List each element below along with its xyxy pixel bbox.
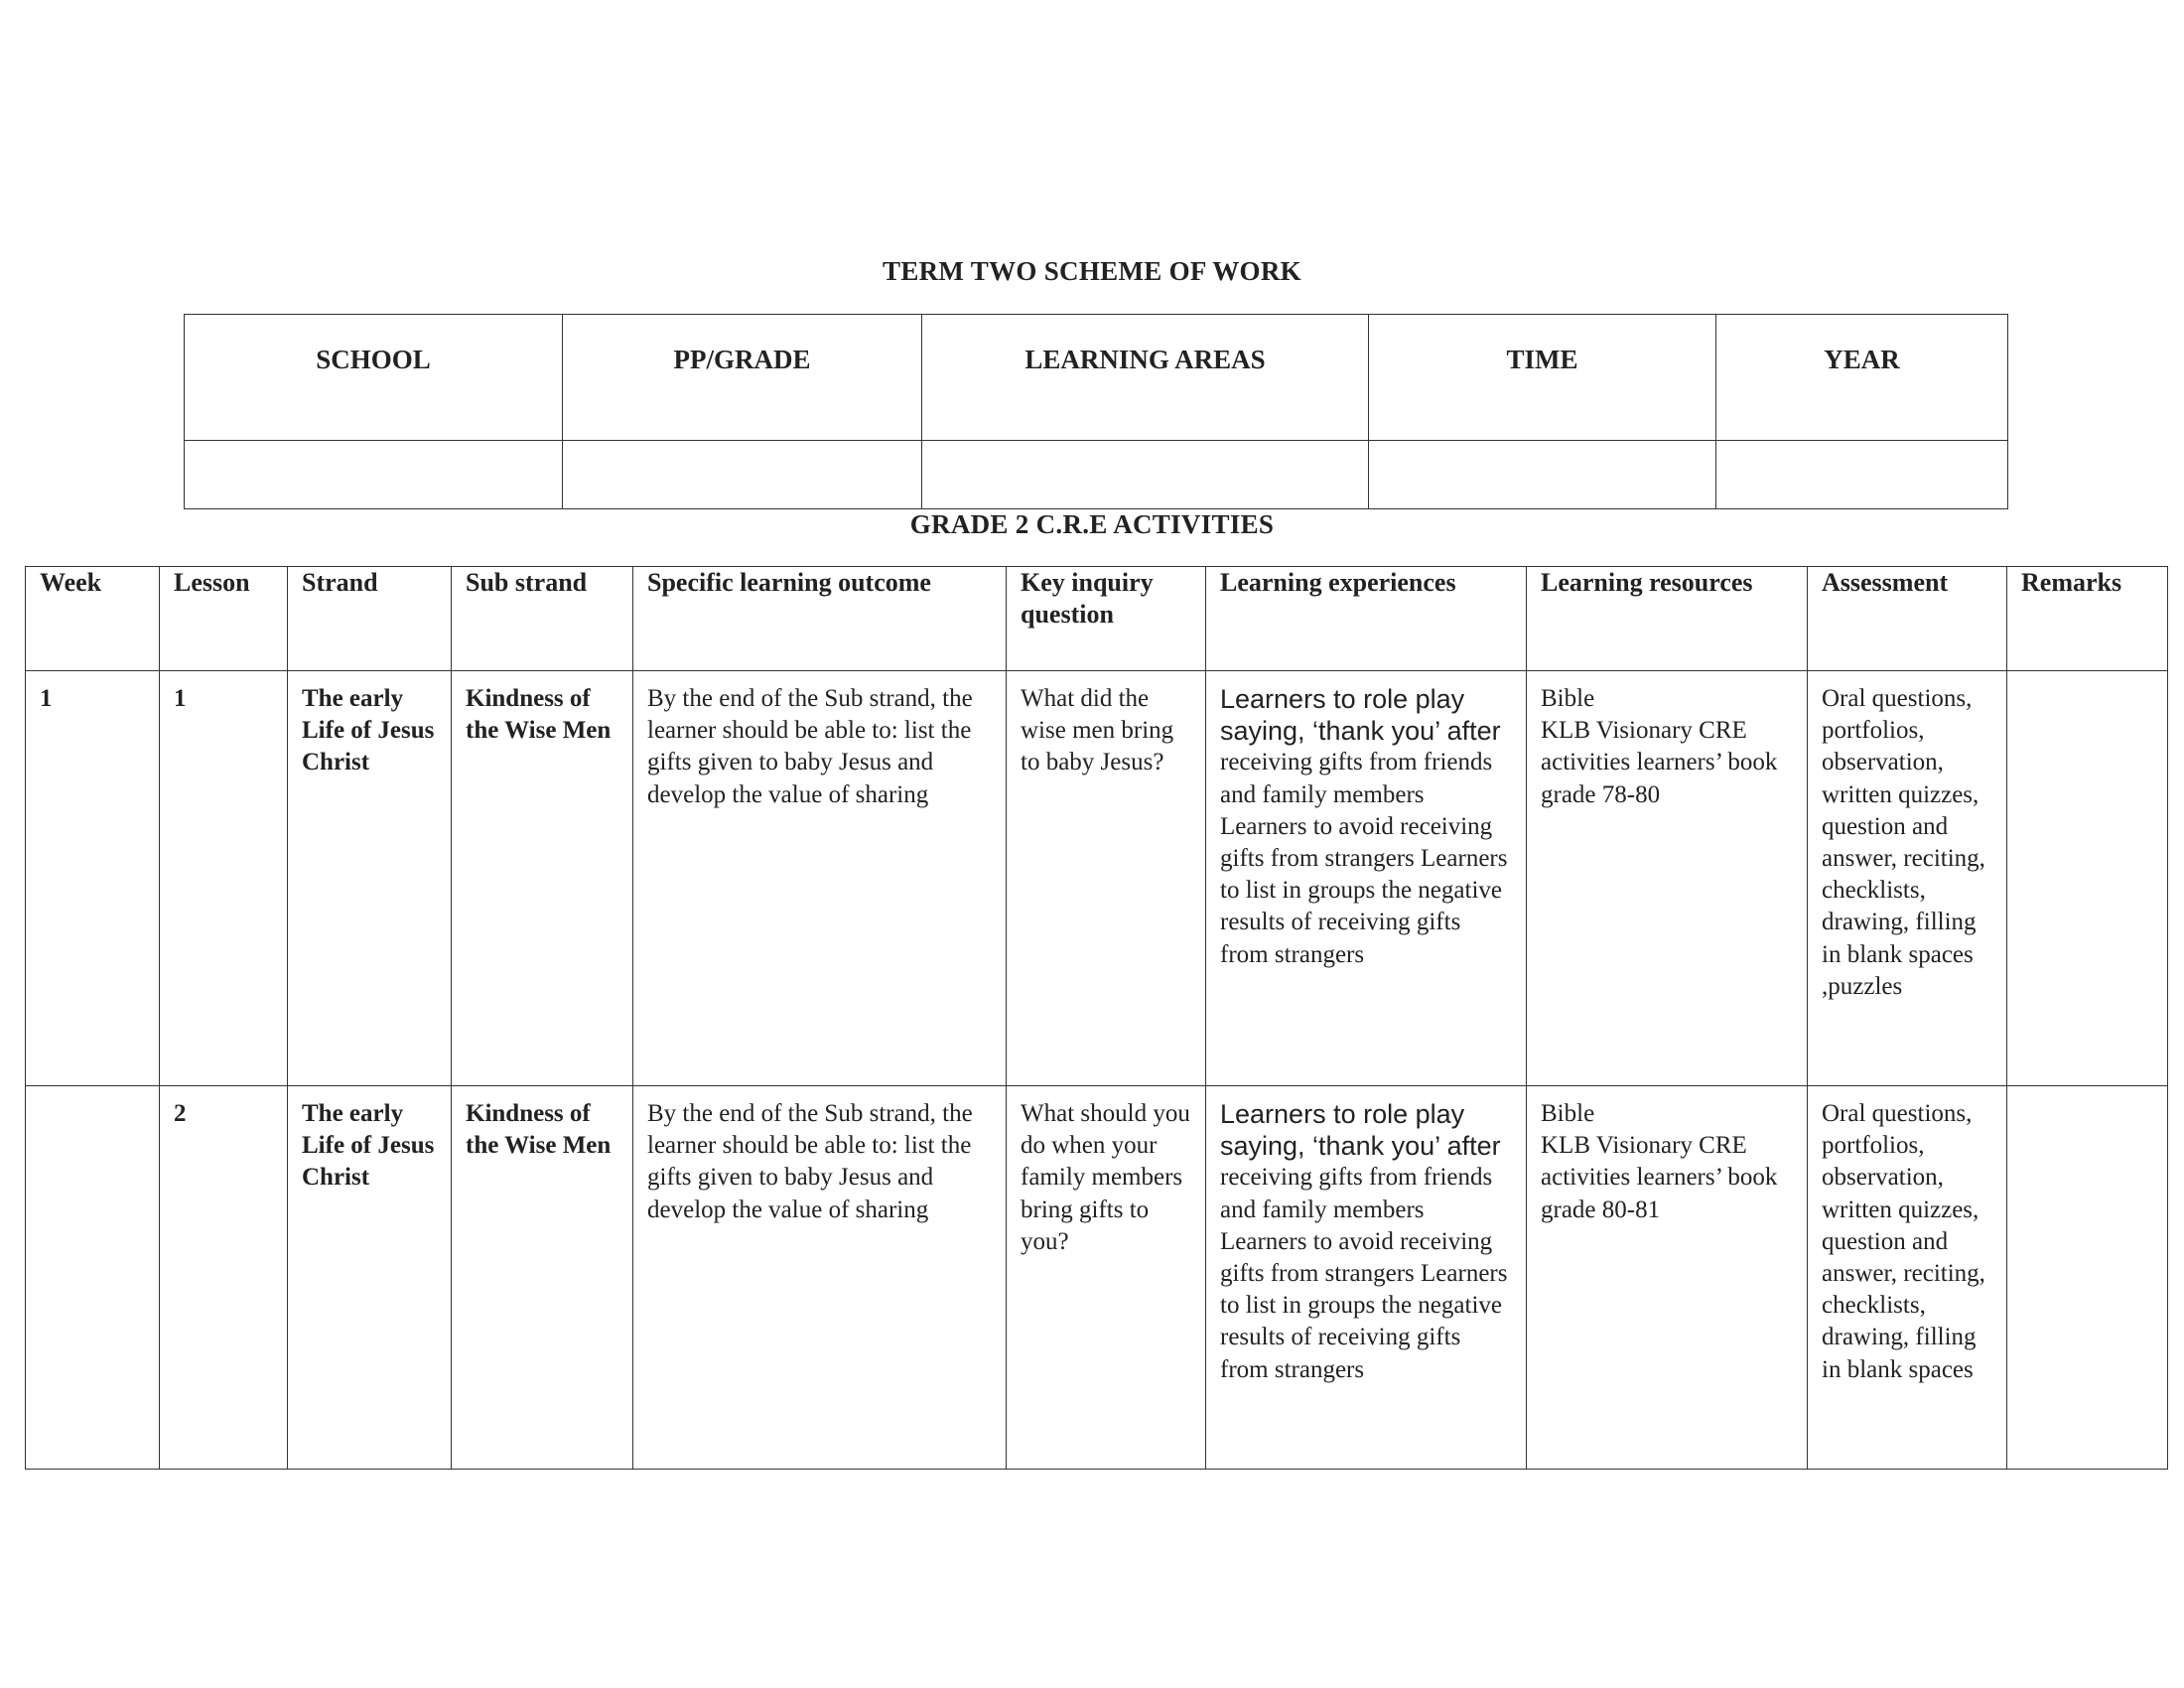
col-lesson: Lesson (160, 567, 288, 671)
value-school (185, 441, 563, 509)
cell-inquiry: What should you do when your family members bring gifts to you? (1007, 1086, 1206, 1470)
table-row (26, 671, 2168, 1086)
header-pp-grade: PP/GRADE (563, 315, 922, 441)
col-resources: Learning resources (1527, 567, 1808, 671)
value-learning-areas (922, 441, 1369, 509)
document-title: TERM TWO SCHEME OF WORK (883, 256, 1301, 286)
scheme-of-work-table (25, 566, 2168, 1470)
cell-resources (1527, 1086, 1808, 1470)
col-inquiry: Key inquiry question (1007, 567, 1206, 671)
cell-assessment: Oral questions, portfolios, observation, written quizzes, question and answer, reciting, checklists, drawing, filling in blank spaces (1808, 1086, 2007, 1470)
col-remarks: Remarks (2007, 567, 2168, 671)
value-time (1369, 441, 1716, 509)
experiences-lead-text: Learners to role play saying, ‘thank you’ after (1220, 1099, 1501, 1162)
col-sub-strand: Sub strand (452, 567, 633, 671)
cell-inquiry: What did the wise men bring to baby Jesus? (1007, 671, 1206, 1086)
resource-bible: Bible (1541, 685, 1595, 712)
col-assessment: Assessment (1808, 567, 2007, 671)
value-pp-grade (563, 441, 922, 509)
cell-outcome: By the end of the Sub strand, the learner should be able to: list the gifts given to baby Jesus and develop the value of sharing (633, 1086, 1007, 1470)
experiences-body-text: receiving gifts from friends and family members Learners to avoid receiving gifts from strangers Learners to list in groups the negative results of receiving gifts from strangers (1220, 749, 1508, 968)
header-learning-areas: LEARNING AREAS (922, 315, 1369, 441)
header-time: TIME (1369, 315, 1716, 441)
cell-strand: The early Life of Jesus Christ (288, 1086, 452, 1470)
cell-experiences (1206, 671, 1527, 1086)
cell-sub-strand: Kindness of the Wise Men (452, 1086, 633, 1470)
value-year (1716, 441, 2008, 509)
school-info-header-row (185, 315, 2008, 441)
header-school: SCHOOL (185, 315, 563, 441)
experiences-body-text: receiving gifts from friends and family members Learners to avoid receiving gifts from strangers Learners to list in groups the negative results of receiving gifts from strangers (1220, 1164, 1508, 1383)
header-year: YEAR (1716, 315, 2008, 441)
table-row (26, 1086, 2168, 1470)
cell-week (26, 1086, 160, 1470)
cell-sub-strand: Kindness of the Wise Men (452, 671, 633, 1086)
school-info-value-row (185, 441, 2008, 509)
cell-outcome: By the end of the Sub strand, the learner should be able to: list the gifts given to baby Jesus and develop the value of sharing (633, 671, 1007, 1086)
cell-lesson: 1 (160, 671, 288, 1086)
col-strand: Strand (288, 567, 452, 671)
resource-book: KLB Visionary CRE activities learners’ book grade 78-80 (1541, 717, 1778, 808)
col-week: Week (26, 567, 160, 671)
col-outcome: Specific learning outcome (633, 567, 1007, 671)
cell-lesson: 2 (160, 1086, 288, 1470)
cell-assessment: Oral questions, portfolios, observation, written quizzes, question and answer, reciting, checklists, drawing, filling in blank spaces ,puzzles (1808, 671, 2007, 1086)
cell-remarks (2007, 671, 2168, 1086)
section-subtitle: GRADE 2 C.R.E ACTIVITIES (909, 509, 1275, 539)
resource-bible: Bible (1541, 1100, 1595, 1127)
scheme-header-row (26, 567, 2168, 671)
cell-resources (1527, 671, 1808, 1086)
school-info-table (184, 314, 2008, 509)
col-experiences: Learning experiences (1206, 567, 1527, 671)
cell-remarks (2007, 1086, 2168, 1470)
cell-strand: The early Life of Jesus Christ (288, 671, 452, 1086)
cell-week: 1 (26, 671, 160, 1086)
cell-experiences (1206, 1086, 1527, 1470)
experiences-lead-text: Learners to role play saying, ‘thank you’ after (1220, 684, 1501, 747)
resource-book: KLB Visionary CRE activities learners’ book grade 80-81 (1541, 1132, 1778, 1223)
